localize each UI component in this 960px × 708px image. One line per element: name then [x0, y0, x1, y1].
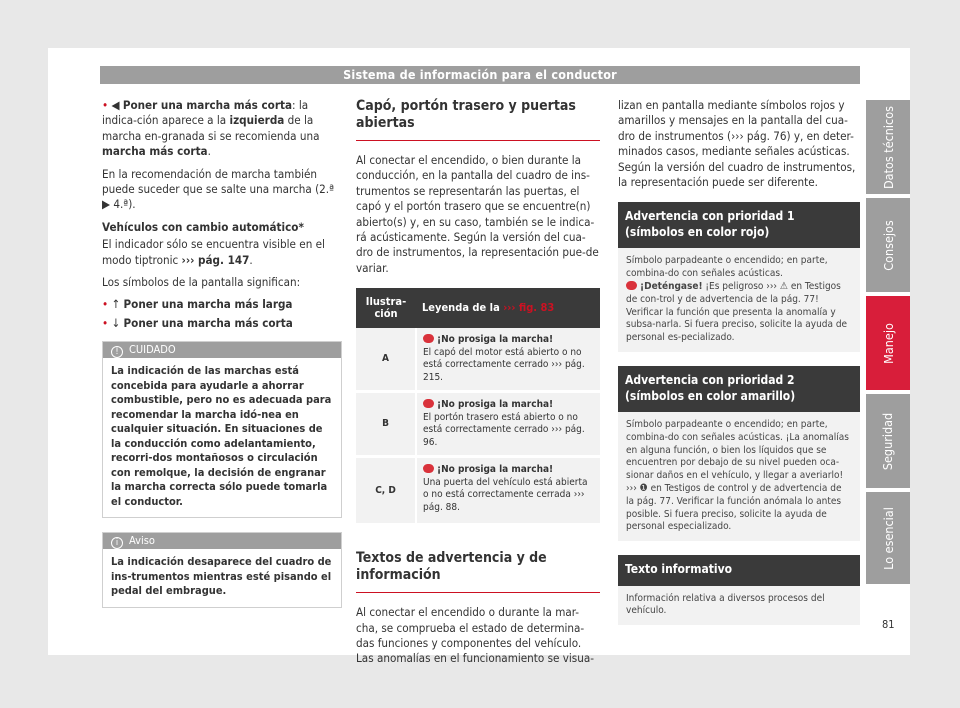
paragraph-tiptronic: El indicador sólo se encuentra visible en el modo tiptronic ››› pág. 147. [102, 237, 325, 267]
page-number: 81 [882, 618, 895, 631]
table-header-illustration: Ilustra-ción [356, 288, 416, 328]
tab-consejos[interactable]: Consejos [866, 198, 910, 292]
priority-2-box: Advertencia con prioridad 2 (símbolos en color amarillo) Símbolo parpadeante o encendido; en parte, combina-do con señales acústicas. ¡La anomalías en alguna función, o bien los líquidos que se encuentren por debajo de su nivel pueden oca-sionar daños en el vehículo, y llegar a averiarlo! ››› ❶ en Testigos de control y de advertencia de la pág. 77. Verificar la función anómala lo antes posible. Si fuera preciso, solicite la ayuda de personal especializado. [618, 366, 860, 541]
tab-seguridad[interactable]: Seguridad [866, 394, 910, 488]
column-2 [356, 98, 600, 674]
aviso-header: i Aviso [103, 533, 341, 549]
heading-warning-texts: Textos de advertencia y de información [356, 550, 600, 593]
tab-lo-esencial[interactable]: Lo esencial [866, 492, 910, 584]
warning-light-icon [423, 334, 434, 343]
caution-box [102, 341, 342, 518]
column-1 [102, 98, 342, 608]
caution-header: ! CUIDADO [103, 342, 341, 358]
priority-1-box: Advertencia con prioridad 1 (símbolos en color rojo) Símbolo parpadeante o encendido; en parte, combina-do con señales acústicas. ¡Deténgase! ¡Es peligroso ››› ⚠ en Testigos de con-trol y de advertencia de la pág. 77! Verificar la función que presenta la anomalía y subsa-narla. Si fuera preciso, solicite la ayuda de personal es-pecializado. [618, 202, 860, 352]
arrow-down-icon: ↓ [111, 315, 121, 330]
column-3 [618, 98, 860, 639]
priority-1-title: Advertencia con prioridad 1 (símbolos en color rojo) [618, 202, 860, 248]
paragraph-hood-doors: Al conectar el encendido, o bien durante la conducción, en la pantalla del cuadro de ins-trumentos se representarán las puertas, el capó y el portón trasero que se encuentre(n) abierto(s) y, en su caso, también se le indica-rá acústicamente. Según la versión del cua-dro de instrumentos, la representación pue-de variar. [356, 153, 599, 275]
caution-text: La indicación de las marchas está concebida para ayudarle a ahorrar combustible, pero no es adecuada para recomendar la marcha idó-nea en cualquier situación. En situaciones de la conducción como adelantamiento, recorri-dos montañosos o circulación con remolque, la decisión de engranar la marcha correcta sólo puede tomarla el conductor. [111, 364, 332, 508]
aviso-text: La indicación desaparece del cuadro de ins-trumentos mientras esté pisando el pedal del embrague. [111, 555, 332, 598]
bullet-shift-down: • ◀ Poner una marcha más corta: la indica-ción aparece a la izquierda de la marcha en-granada si se recomienda una marcha más corta. [102, 98, 320, 159]
page-header: Sistema de información para el conductor [100, 66, 860, 84]
page-ref-link[interactable]: ››› pág. 147 [181, 252, 250, 267]
triangle-left-icon: ◀ [111, 98, 120, 112]
red-warning-icon [626, 281, 637, 290]
table-header-legend: Leyenda de la ››› fig. 83 [416, 288, 600, 328]
paragraph-skip-gear: En la recomendación de marcha también puede suceder que se salte una marcha (2.ª ▶ 4.ª). [102, 166, 335, 212]
tab-manejo[interactable]: Manejo [866, 296, 910, 390]
info-icon: i [111, 537, 123, 549]
paragraph-warning-texts: Al conectar el encendido o durante la mar-cha, se comprueba el estado de determina-das funciones y componentes del vehículo. Las anomalías en el funcionamiento se visua- [356, 605, 595, 666]
paragraph-symbols-display: lizan en pantalla mediante símbolos rojos y amarillos y mensajes en la pantalla del cua-dro de instrumentos (››› pág. 76) y, en deter-minados casos, mediante señales acústicas. Según la versión del cuadro de instrumentos, la representación puede ser diferente. [618, 98, 856, 190]
bullet-label: Poner una marcha más corta [122, 98, 293, 112]
table-row: C, D ¡No prosiga la marcha! Una puerta del vehículo está abierta o no está correctamente cerrada ››› pág. 88. [356, 457, 600, 525]
arrow-up-icon: ↑ [111, 297, 121, 312]
legend-table [356, 288, 600, 526]
priority-2-title: Advertencia con prioridad 2 (símbolos en color amarillo) [618, 366, 860, 412]
bullet-dot: • [102, 98, 109, 112]
info-text-box: Texto informativo Información relativa a diversos procesos del vehículo. [618, 555, 860, 625]
bullet-shift-down-2: • ↓ Poner una marcha más corta [102, 315, 293, 330]
heading-hood-doors: Capó, portón trasero y puertas abiertas [356, 98, 600, 141]
info-text-title: Texto informativo [618, 555, 860, 586]
subheading-automatic: Vehículos con cambio automático* [102, 219, 304, 234]
paragraph-symbols: Los símbolos de la pantalla significan: [102, 275, 301, 290]
bullet-shift-up: • ↑ Poner una marcha más larga [102, 297, 293, 312]
warning-light-icon [423, 399, 434, 408]
warning-circle-icon: ! [111, 346, 123, 358]
table-row: A ¡No prosiga la marcha! El capó del motor está abierto o no está correctamente cerrado ››› pág. 215. [356, 328, 600, 392]
tab-datos-tecnicos[interactable]: Datos técnicos [866, 100, 910, 194]
table-row: B ¡No prosiga la marcha! El portón trasero está abierto o no está correctamente cerrado ››› pág. 96. [356, 392, 600, 457]
aviso-box [102, 532, 342, 608]
warning-light-icon [423, 464, 434, 473]
